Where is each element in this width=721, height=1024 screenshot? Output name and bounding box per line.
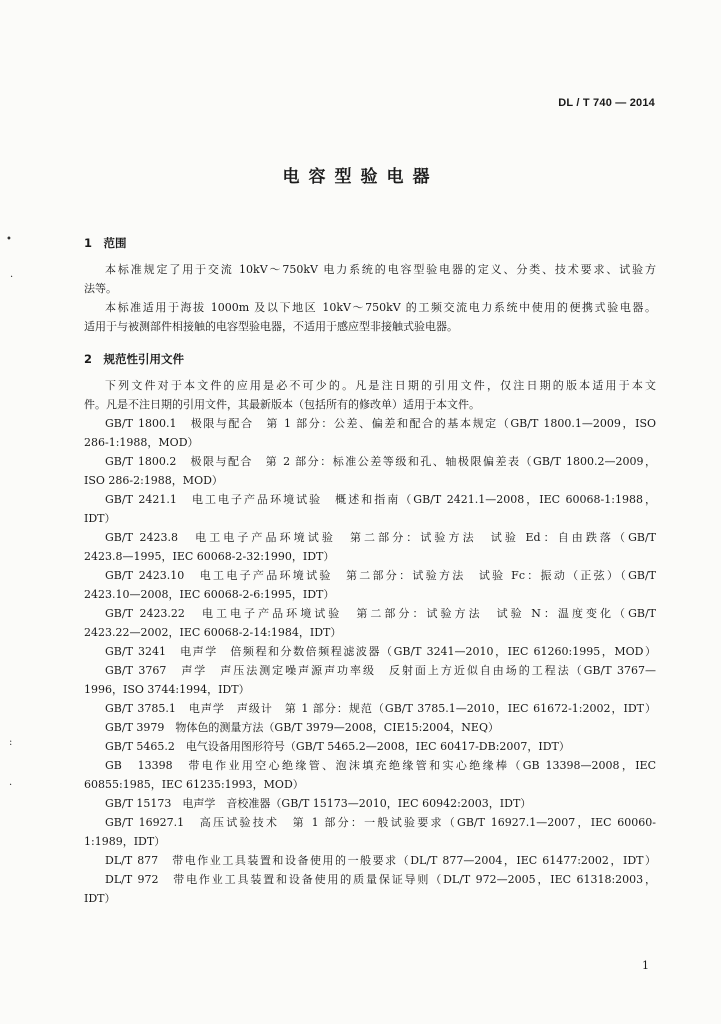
section-heading-normative-references: 2 规范性引用文件	[84, 352, 185, 366]
paragraph-line: 法等。	[84, 282, 117, 295]
paragraph-line: 件。凡是不注日期的引用文件，其最新版本（包括所有的修改单）适用于本文件。	[84, 398, 480, 411]
scan-speck: •	[6, 234, 12, 245]
reference-line: GB/T 3241 电声学 倍频程和分数倍频程滤波器（GB/T 3241—2010，IEC 61260:1995，MOD）	[105, 645, 656, 658]
section-heading-scope: 1 范围	[84, 236, 127, 250]
reference-line: GB 13398 带电作业用空心绝缘管、泡沫填充绝缘管和实心绝缘棒（GB 13398—2008，IEC	[105, 759, 656, 772]
reference-line: GB/T 3979 物体色的测量方法（GB/T 3979—2008，CIE15:2004，NEQ）	[105, 721, 499, 734]
scan-speck: ·	[10, 272, 14, 283]
reference-line: GB/T 2423.22 电工电子产品环境试验 第二部分：试验方法 试验 N：温度变化（GB/T	[105, 607, 656, 620]
reference-line: DL/T 877 带电作业工具装置和设备使用的一般要求（DL/T 877—2004，IEC 61477:2002，IDT）	[105, 854, 656, 867]
scan-speck: :	[9, 737, 13, 748]
reference-line: 2423.8—1995，IEC 60068-2-32:1990，IDT）	[84, 550, 335, 563]
reference-line: DL/T 972 带电作业工具装置和设备使用的质量保证导则（DL/T 972—2005，IEC 61318:2003，	[105, 873, 656, 886]
reference-line: IDT）	[84, 892, 116, 905]
paragraph-line: 适用于与被测部件相接触的电容型验电器，不适用于感应型非接触式验电器。	[84, 320, 458, 333]
reference-line: 286-1:1988，MOD）	[84, 436, 199, 449]
page-number: 1	[642, 959, 649, 972]
reference-line: GB/T 16927.1 高压试验技术 第 1 部分：一般试验要求（GB/T 16927.1—2007，IEC 60060-	[105, 816, 656, 829]
reference-line: 1996，ISO 3744:1994，IDT）	[84, 683, 250, 696]
document-title: 电容型验电器	[282, 167, 439, 187]
reference-line: 1:1989，IDT）	[84, 835, 166, 848]
reference-line: GB/T 3785.1 电声学 声级计 第 1 部分：规范（GB/T 3785.1—2010，IEC 61672-1:2002，IDT）	[105, 702, 656, 715]
reference-line: GB/T 2421.1 电工电子产品环境试验 概述和指南（GB/T 2421.1—2008，IEC 60068-1:1988，	[105, 493, 656, 506]
reference-line: GB/T 1800.2 极限与配合 第 2 部分：标准公差等级和孔、轴极限偏差表（GB/T 1800.2—2009，	[105, 455, 656, 468]
reference-line: GB/T 5465.2 电气设备用图形符号（GB/T 5465.2—2008，IEC 60417-DB:2007，IDT）	[105, 740, 570, 753]
reference-line: GB/T 3767 声学 声压法测定噪声源声功率级 反射面上方近似自由场的工程法（GB/T 3767—	[105, 664, 656, 677]
scan-speck: ·	[9, 780, 13, 791]
reference-line: IDT）	[84, 512, 116, 525]
paragraph-line: 本标准规定了用于交流 10kV～750kV 电力系统的电容型验电器的定义、分类、技术要求、试验方	[105, 263, 656, 276]
reference-line: 2423.10—2008，IEC 60068-2-6:1995，IDT）	[84, 588, 335, 601]
reference-line: 2423.22—2002，IEC 60068-2-14:1984，IDT）	[84, 626, 342, 639]
reference-line: GB/T 15173 电声学 音校准器（GB/T 15173—2010，IEC 60942:2003，IDT）	[105, 797, 532, 810]
paragraph-line: 本标准适用于海拔 1000m 及以下地区 10kV～750kV 的工频交流电力系统中使用的便携式验电器。	[105, 301, 656, 314]
reference-line: 60855:1985，IEC 61235:1993，MOD）	[84, 778, 304, 791]
standard-code: DL / T 740 — 2014	[558, 97, 655, 109]
reference-line: GB/T 2423.10 电工电子产品环境试验 第二部分：试验方法 试验 Fc：振动（正弦）（GB/T	[105, 569, 656, 582]
paragraph-line: 下列文件对于本文件的应用是必不可少的。凡是注日期的引用文件，仅注日期的版本适用于本文	[105, 379, 656, 392]
reference-line: GB/T 2423.8 电工电子产品环境试验 第二部分：试验方法 试验 Ed：自由跌落（GB/T	[105, 531, 656, 544]
reference-line: GB/T 1800.1 极限与配合 第 1 部分：公差、偏差和配合的基本规定（GB/T 1800.1—2009，ISO	[105, 417, 656, 430]
reference-line: ISO 286-2:1988，MOD）	[84, 474, 223, 487]
